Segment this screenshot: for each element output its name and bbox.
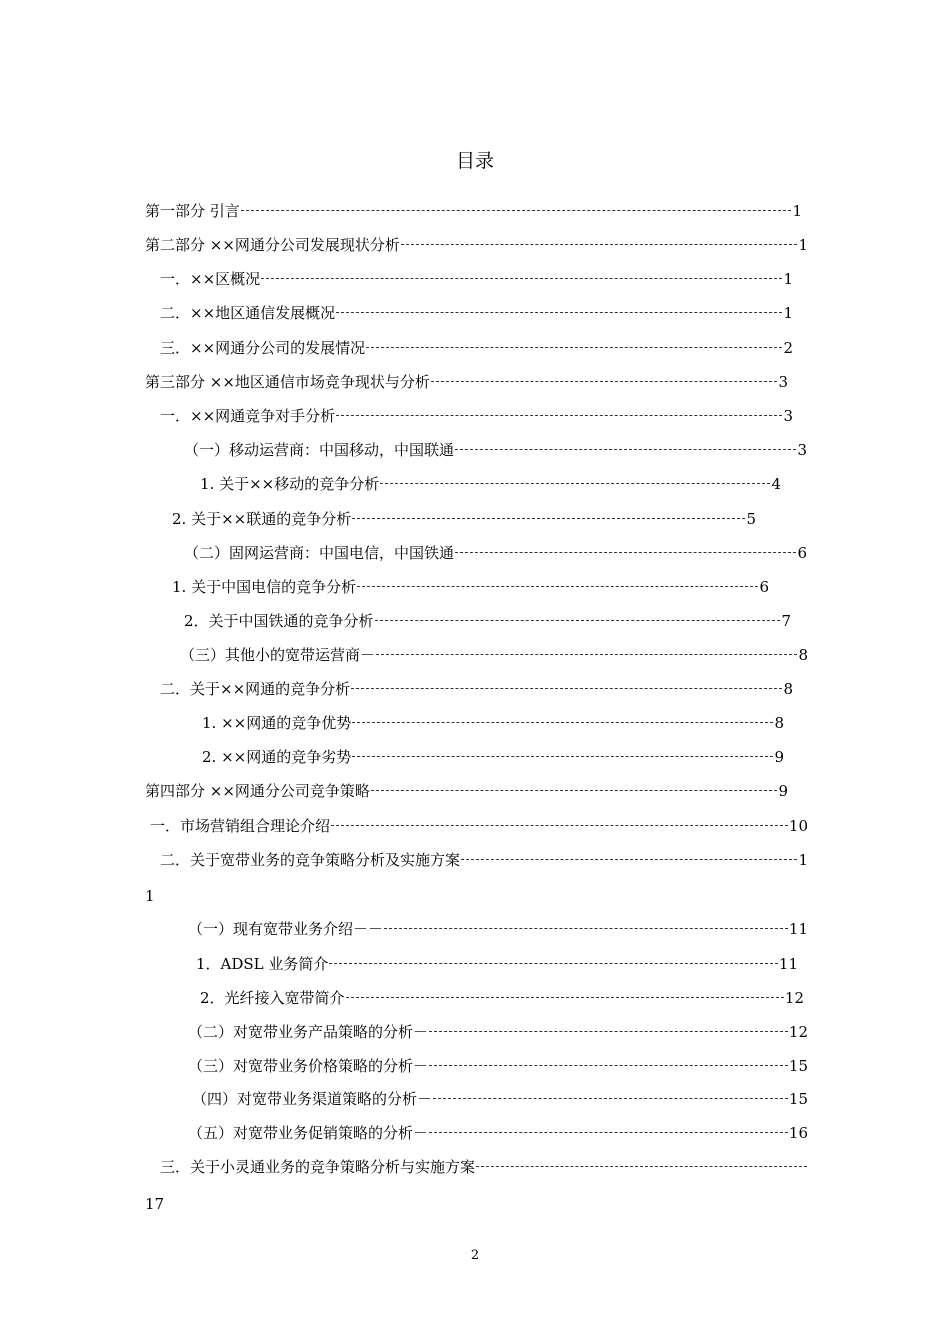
toc-entry-page: 12 (788, 1023, 808, 1041)
toc-entry-page: 12 (784, 989, 804, 1007)
toc-entry-page: 11 (788, 920, 808, 938)
toc-entry[interactable] (145, 371, 788, 393)
toc-entry-page: 1 (792, 202, 802, 220)
toc-entry-page: 2 (783, 339, 793, 357)
toc-leader (429, 1065, 788, 1067)
toc-entry[interactable] (172, 508, 756, 530)
toc-entry-text: （二）固网运营商：中国电信，中国铁通 (184, 544, 455, 562)
toc-entry[interactable] (188, 918, 808, 940)
toc-entry-text: 第三部分 ××地区通信市场竞争现状与分析 (145, 373, 430, 391)
toc-entry[interactable] (150, 815, 808, 837)
toc-entry-page: 7 (781, 612, 791, 630)
toc-entry-text: 二．××地区通信发展概况 (160, 304, 336, 322)
toc-leader (429, 1132, 788, 1134)
toc-leader (366, 347, 782, 349)
toc-entry-text: 二．关于××网通的竞争分析 (160, 680, 351, 698)
toc-entry[interactable] (160, 678, 793, 700)
toc-leader (336, 312, 782, 314)
toc-entry-text: 二．关于宽带业务的竞争策略分析及实施方案 (160, 851, 461, 869)
toc-entry-text: （二）对宽带业务产品策略的分析－ (188, 1023, 429, 1041)
toc-entry-text: 一．市场营销组合理论介绍 (150, 817, 331, 835)
toc-entry-page: 6 (759, 578, 769, 596)
toc-entry[interactable] (145, 200, 802, 222)
toc-leader (336, 415, 782, 417)
toc-entry-text: 三．关于小灵通业务的竞争策略分析与实施方案 (160, 1158, 476, 1176)
toc-leader (352, 518, 745, 520)
toc-entry[interactable] (160, 1156, 808, 1178)
toc-leader (433, 1098, 788, 1100)
toc-entry[interactable] (188, 1021, 808, 1043)
toc-entry-text: 三．××网通分公司的发展情况 (160, 339, 366, 357)
toc-entry[interactable] (160, 405, 793, 427)
toc-leader (357, 586, 758, 588)
toc-entry-text: 第一部分 引言 (145, 202, 240, 220)
toc-leader (375, 620, 781, 622)
toc-entry[interactable] (145, 780, 788, 802)
toc-leader (401, 244, 798, 246)
toc-leader (261, 278, 782, 280)
toc-leader (380, 483, 770, 485)
toc-entry[interactable] (202, 746, 784, 768)
toc-leader (241, 210, 792, 212)
toc-leader (476, 1166, 807, 1168)
toc-leader (329, 963, 777, 965)
toc-entry-text: （一）现有宽带业务介绍－－ (188, 920, 384, 938)
toc-entry[interactable] (196, 953, 798, 975)
page-title: 目录 (455, 150, 494, 172)
toc-entry[interactable] (202, 712, 784, 734)
toc-entry-page: 15 (788, 1090, 808, 1108)
toc-entry-page: 10 (788, 817, 808, 835)
toc-entry-text: 一．××区概况 (160, 270, 261, 288)
toc-entry[interactable] (200, 987, 804, 1009)
toc-entry-page: 4 (771, 475, 781, 493)
toc-leader (352, 722, 773, 724)
toc-leader (455, 552, 796, 554)
toc-entry-text: 1. ××网通的竞争优势 (202, 714, 352, 732)
toc-entry-page: 8 (798, 646, 808, 664)
toc-entry[interactable] (160, 302, 793, 324)
toc-entry-text: 1. 关于中国电信的竞争分析 (172, 578, 357, 596)
toc-entry-page: 1 (783, 304, 793, 322)
toc-entry-page: 8 (783, 680, 793, 698)
toc-entry[interactable] (188, 1055, 808, 1077)
toc-entry-text: 2. ××网通的竞争劣势 (202, 748, 352, 766)
toc-entry-page: 1 (798, 236, 808, 254)
toc-entry-page: 8 (774, 714, 784, 732)
toc-entry[interactable] (145, 234, 808, 256)
toc-entry-page: 9 (778, 782, 788, 800)
toc-entry[interactable] (184, 542, 807, 564)
toc-entry[interactable] (160, 337, 793, 359)
toc-entry-text: （五）对宽带业务促销策略的分析－ (188, 1124, 429, 1142)
toc-entry-text: 1．ADSL 业务简介 (196, 955, 329, 973)
toc-entry-text: 一．××网通竞争对手分析 (160, 407, 336, 425)
toc-entry-text: 2. 关于××联通的竞争分析 (172, 510, 352, 528)
toc-leader (384, 928, 788, 930)
toc-wrapped-page: 17 (145, 1195, 165, 1213)
toc-leader (431, 381, 778, 383)
toc-entry[interactable] (180, 644, 808, 666)
page-number: 2 (470, 1248, 480, 1263)
toc-entry-text: （三）对宽带业务价格策略的分析－ (188, 1057, 429, 1075)
toc-leader (455, 449, 796, 451)
toc-entry-page: 3 (797, 441, 807, 459)
toc-entry-text: （四）对宽带业务渠道策略的分析－ (192, 1090, 433, 1108)
toc-entry-page: 6 (797, 544, 807, 562)
toc-entry[interactable] (188, 1122, 808, 1144)
toc-leader (461, 859, 797, 861)
toc-entry-text: （三）其他小的宽带运营商－ (180, 646, 376, 664)
toc-leader (346, 997, 784, 999)
toc-leader (352, 756, 773, 758)
toc-entry-page: 15 (788, 1057, 808, 1075)
toc-wrapped-page: 1 (145, 887, 155, 905)
toc-entry-text: 2．关于中国铁通的竞争分析 (184, 612, 374, 630)
toc-entry[interactable] (160, 268, 793, 290)
toc-entry[interactable] (192, 1088, 808, 1110)
toc-entry-page: 9 (774, 748, 784, 766)
toc-entry-page: 16 (788, 1124, 808, 1142)
toc-entry-page: 11 (778, 955, 798, 973)
toc-entry[interactable] (184, 439, 807, 461)
toc-entry[interactable] (184, 610, 791, 632)
toc-entry-page: 3 (783, 407, 793, 425)
toc-leader (351, 688, 782, 690)
toc-entry-page: 3 (778, 373, 788, 391)
toc-entry[interactable] (160, 849, 808, 871)
toc-entry-page: 1 (798, 851, 808, 869)
toc-entry-text: 第四部分 ××网通分公司竞争策略 (145, 782, 370, 800)
toc-entry-text: 1. 关于××移动的竞争分析 (200, 475, 380, 493)
toc-entry-text: （一）移动运营商：中国移动，中国联通 (184, 441, 455, 459)
toc-entry-text: 第二部分 ××网通分公司发展现状分析 (145, 236, 400, 254)
toc-entry-text: 2．光纤接入宽带简介 (200, 989, 345, 1007)
toc-leader (376, 654, 797, 656)
toc-leader (331, 825, 788, 827)
toc-entry[interactable] (172, 576, 769, 598)
toc-entry-page: 1 (783, 270, 793, 288)
toc-entry[interactable] (200, 473, 781, 495)
toc-entry-page: 5 (746, 510, 756, 528)
toc-leader (429, 1031, 788, 1033)
toc-leader (371, 790, 778, 792)
